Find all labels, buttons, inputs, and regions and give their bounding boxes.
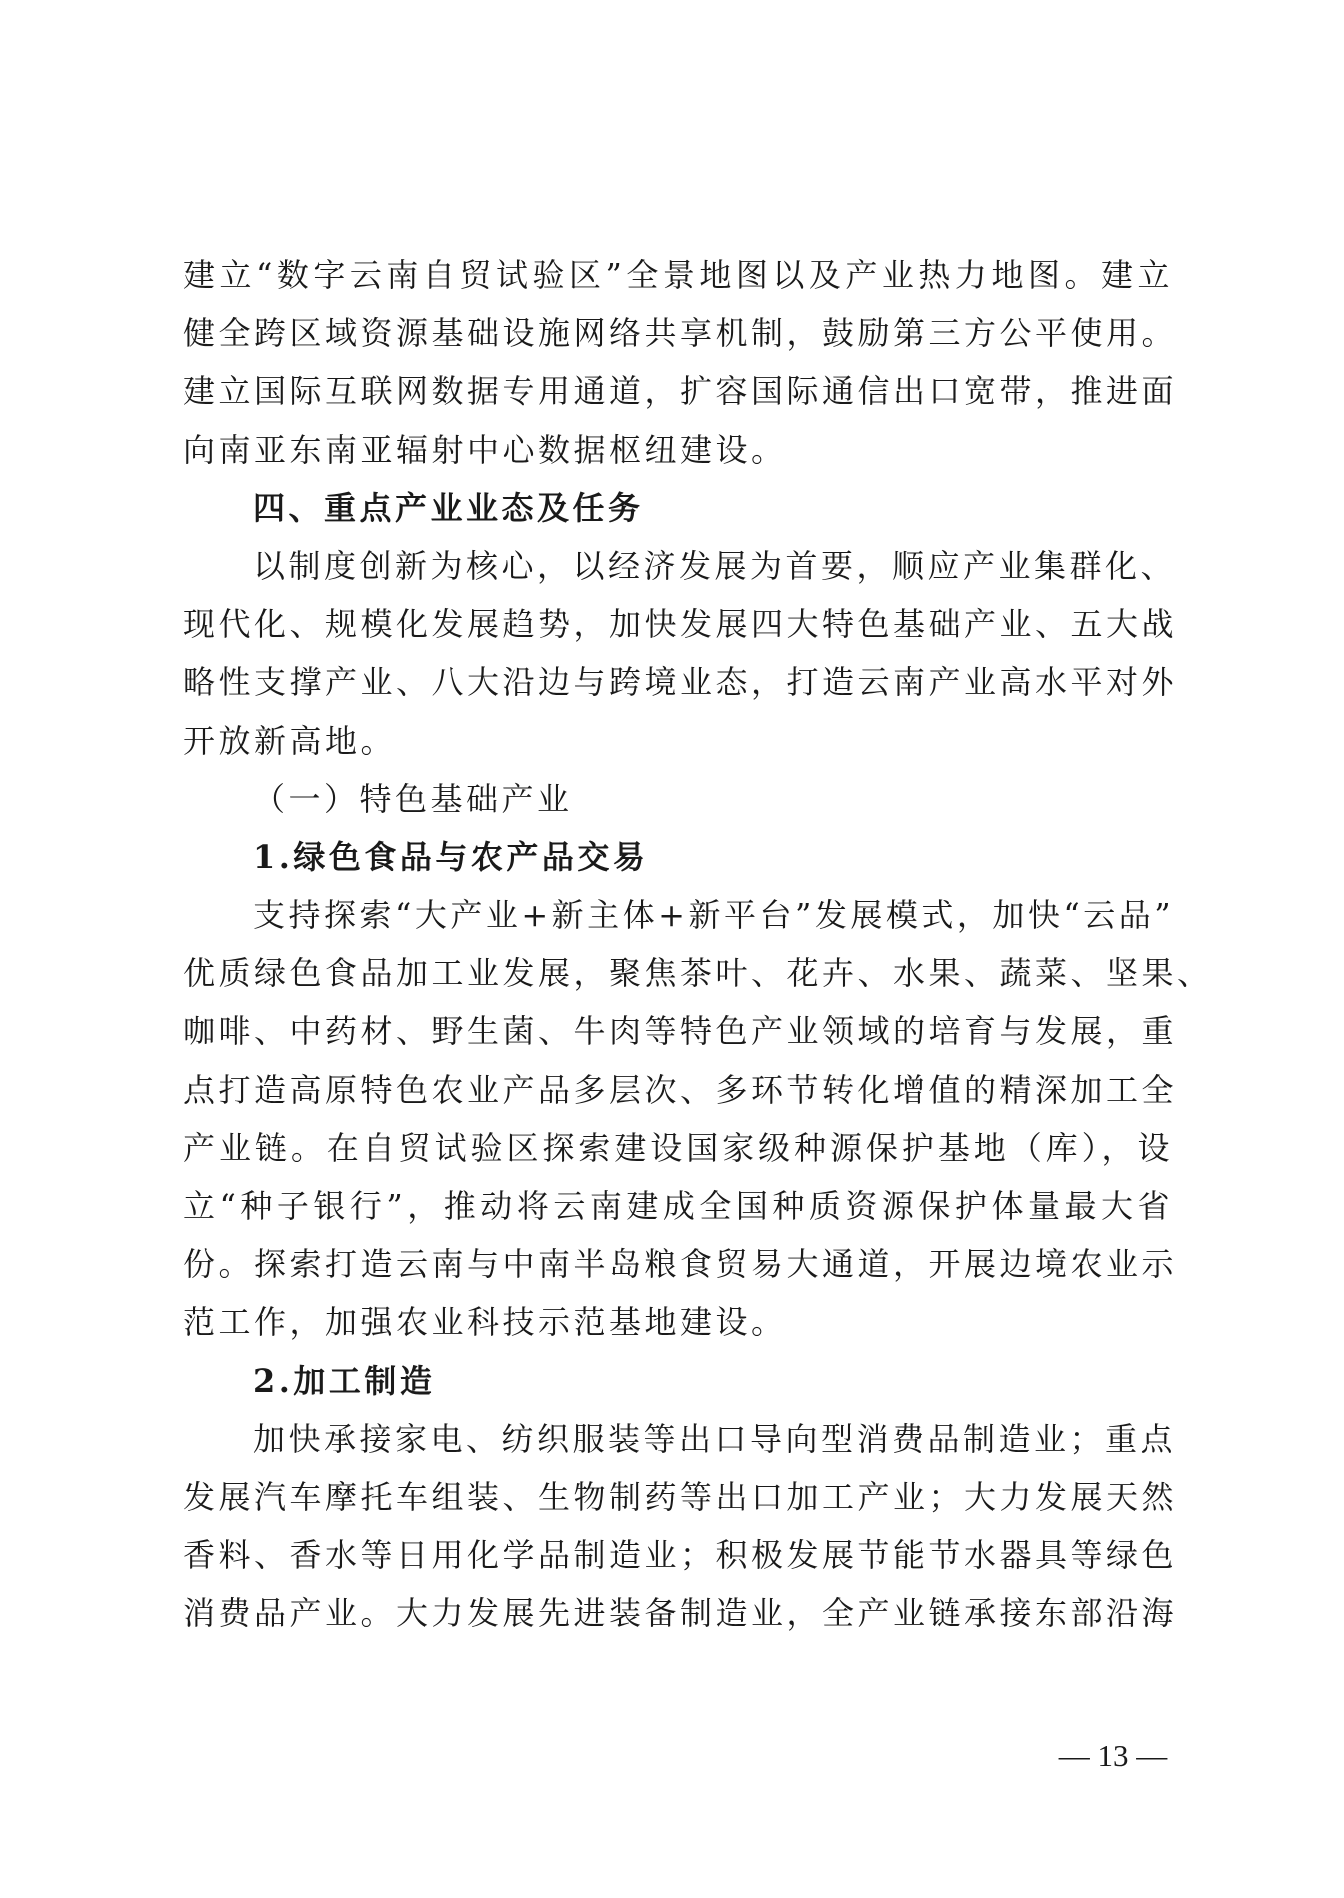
body-line: 点打造高原特色农业产品多层次、多环节转化增值的精深加工全 [183, 1070, 1178, 1109]
body-line: 建立“数字云南自贸试验区”全景地图以及产业热力地图。建立 [183, 256, 1173, 294]
body-line: 建立国际互联网数据专用通道，扩容国际通信出口宽带，推进面 [183, 372, 1178, 411]
document-body [183, 246, 1213, 1643]
body-line: 消费品产业。大力发展先进装备制造业，全产业链承接东部沿海 [183, 1594, 1178, 1633]
body-line: 份。探索打造云南与中南半岛粮食贸易大通道，开展边境农业示 [183, 1245, 1178, 1284]
body-line: 立“种子银行”，推动将云南建成全国种质资源保护体量最大省 [183, 1187, 1173, 1225]
body-line: 发展汽车摩托车组装、生物制药等出口加工产业；大力发展天然 [183, 1477, 1178, 1516]
section-heading: 四、重点产业业态及任务 [253, 488, 644, 527]
body-line: 优质绿色食品加工业发展，聚焦茶叶、花卉、水果、蔬菜、坚果、 [183, 954, 1213, 993]
body-line: 向南亚东南亚辐射中心数据枢纽建设。 [183, 430, 787, 469]
page-number: — 13 — [1058, 1738, 1168, 1773]
body-line: 以制度创新为核心，以经济发展为首要，顺应产业集群化、 [253, 546, 1177, 585]
body-line: 产业链。在自贸试验区探索建设国家级种源保护基地（库），设 [183, 1128, 1173, 1167]
subsection-heading: （一）特色基础产业 [253, 779, 573, 818]
body-line: 香料、香水等日用化学品制造业；积极发展节能节水器具等绿色 [183, 1536, 1178, 1575]
body-line: 开放新高地。 [183, 721, 397, 760]
body-line: 现代化、规模化发展趋势，加快发展四大特色基础产业、五大战 [183, 605, 1178, 644]
body-line: 咖啡、中药材、野生菌、牛肉等特色产业领域的培育与发展，重 [183, 1012, 1178, 1051]
body-line: 支持探索“大产业+新主体+新平台”发展模式，加快“云品” [253, 896, 1175, 935]
body-line: 加快承接家电、纺织服装等出口导向型消费品制造业；重点 [253, 1419, 1177, 1458]
item-heading: 1.绿色食品与农产品交易 [253, 837, 649, 876]
body-line: 略性支撑产业、八大沿边与跨境业态，打造云南产业高水平对外 [183, 663, 1178, 702]
body-line: 健全跨区域资源基础设施网络共享机制，鼓励第三方公平使用。 [183, 314, 1178, 353]
item-heading: 2.加工制造 [253, 1361, 436, 1400]
body-line: 范工作，加强农业科技示范基地建设。 [183, 1303, 787, 1342]
